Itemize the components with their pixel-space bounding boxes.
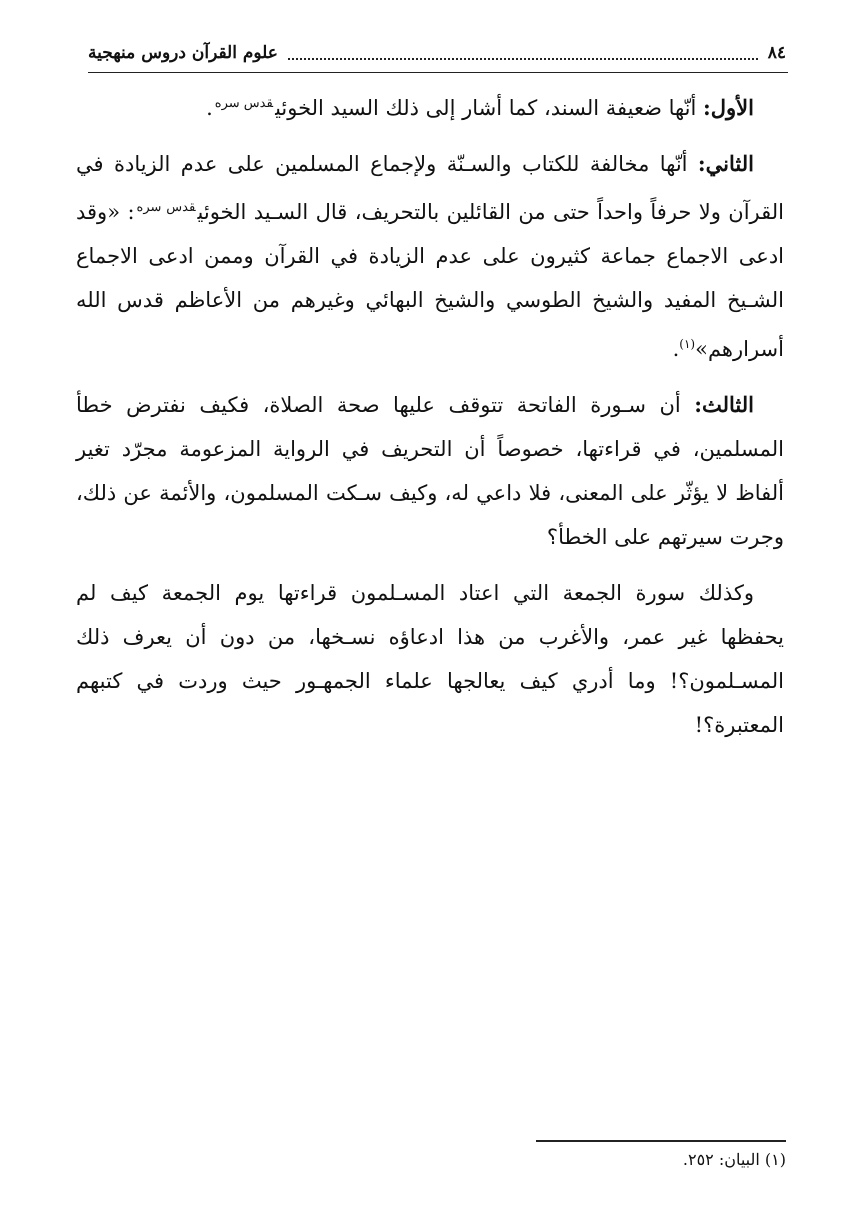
quotation: «وقد ادعى الاجماع جماعة كثيرون على عدم الزيادة في القرآن وممن ادعى الاجماع الشـيخ المفيد والشيخ الطوسي والشيخ البهائي وغيرهم من الأعاظم قدس الله أسرارهم» — [76, 200, 785, 361]
honorific-mark: قدس سره — [136, 200, 196, 215]
header-dot-leader — [288, 58, 758, 60]
footnote: (١) البيان: ٢٥٢. — [682, 1150, 786, 1169]
header-rule — [88, 72, 788, 73]
footnote-reference[interactable]: (١) — [679, 337, 696, 351]
page-number: ٨٤ — [767, 43, 786, 63]
paragraph-label: الثاني: — [697, 151, 754, 176]
sentence-end: . — [206, 96, 213, 120]
paragraph-text: أنّها ضعيفة السند، كما أشار إلى ذلك السيد الخوئي — [275, 96, 704, 120]
paragraph-third — [76, 383, 784, 559]
honorific-mark: قدس سره — [214, 96, 274, 111]
paragraph-text: وكذلك سورة الجمعة التي اعتاد المسـلمون قراءتها يوم الجمعة كيف لم يحفظها غير عمر، والأغرب من هذا ادعاؤه نسـخها، من دون أن يعرف ذلك المسـلمون؟! وما أدري كيف يعالجها علماء الجمهـور حيث وردت في كتبهم المعتبرة؟! — [76, 581, 784, 737]
page-body — [76, 82, 784, 759]
paragraph-second — [76, 142, 784, 371]
running-header — [88, 36, 786, 70]
paragraph-text: أن سـورة الفاتحة تتوقف عليها صحة الصلاة، فكيف نفترض خطأ المسلمين، في قراءتها، خصوصاً أن التحريف في الرواية المزعومة مجرّد تغير ألفاظ لا يؤثّر على المعنى، فلا داعي له، وكيف سـكت المسلمون، والأئمة عن ذلك، وجرت سيرتهم على الخطأ؟ — [76, 393, 784, 549]
paragraph-fourth — [76, 571, 784, 747]
running-title: علوم القرآن دروس منهجية — [88, 43, 278, 63]
paragraph-first — [76, 82, 784, 130]
sentence-end: . — [672, 337, 680, 361]
paragraph-label: الأول: — [703, 95, 754, 120]
paragraph-text: أنّها مخالفة للكتاب والسـنّة ولإجماع المسلمين على عدم الزيادة في القرآن ولا حرفاً واحداً حتى من القائلين بالتحريف، قال السـيد الخوئي — [76, 152, 784, 224]
paragraph-label: الثالث: — [694, 392, 754, 417]
colon: : — [127, 200, 135, 224]
footnote-rule — [536, 1140, 786, 1142]
